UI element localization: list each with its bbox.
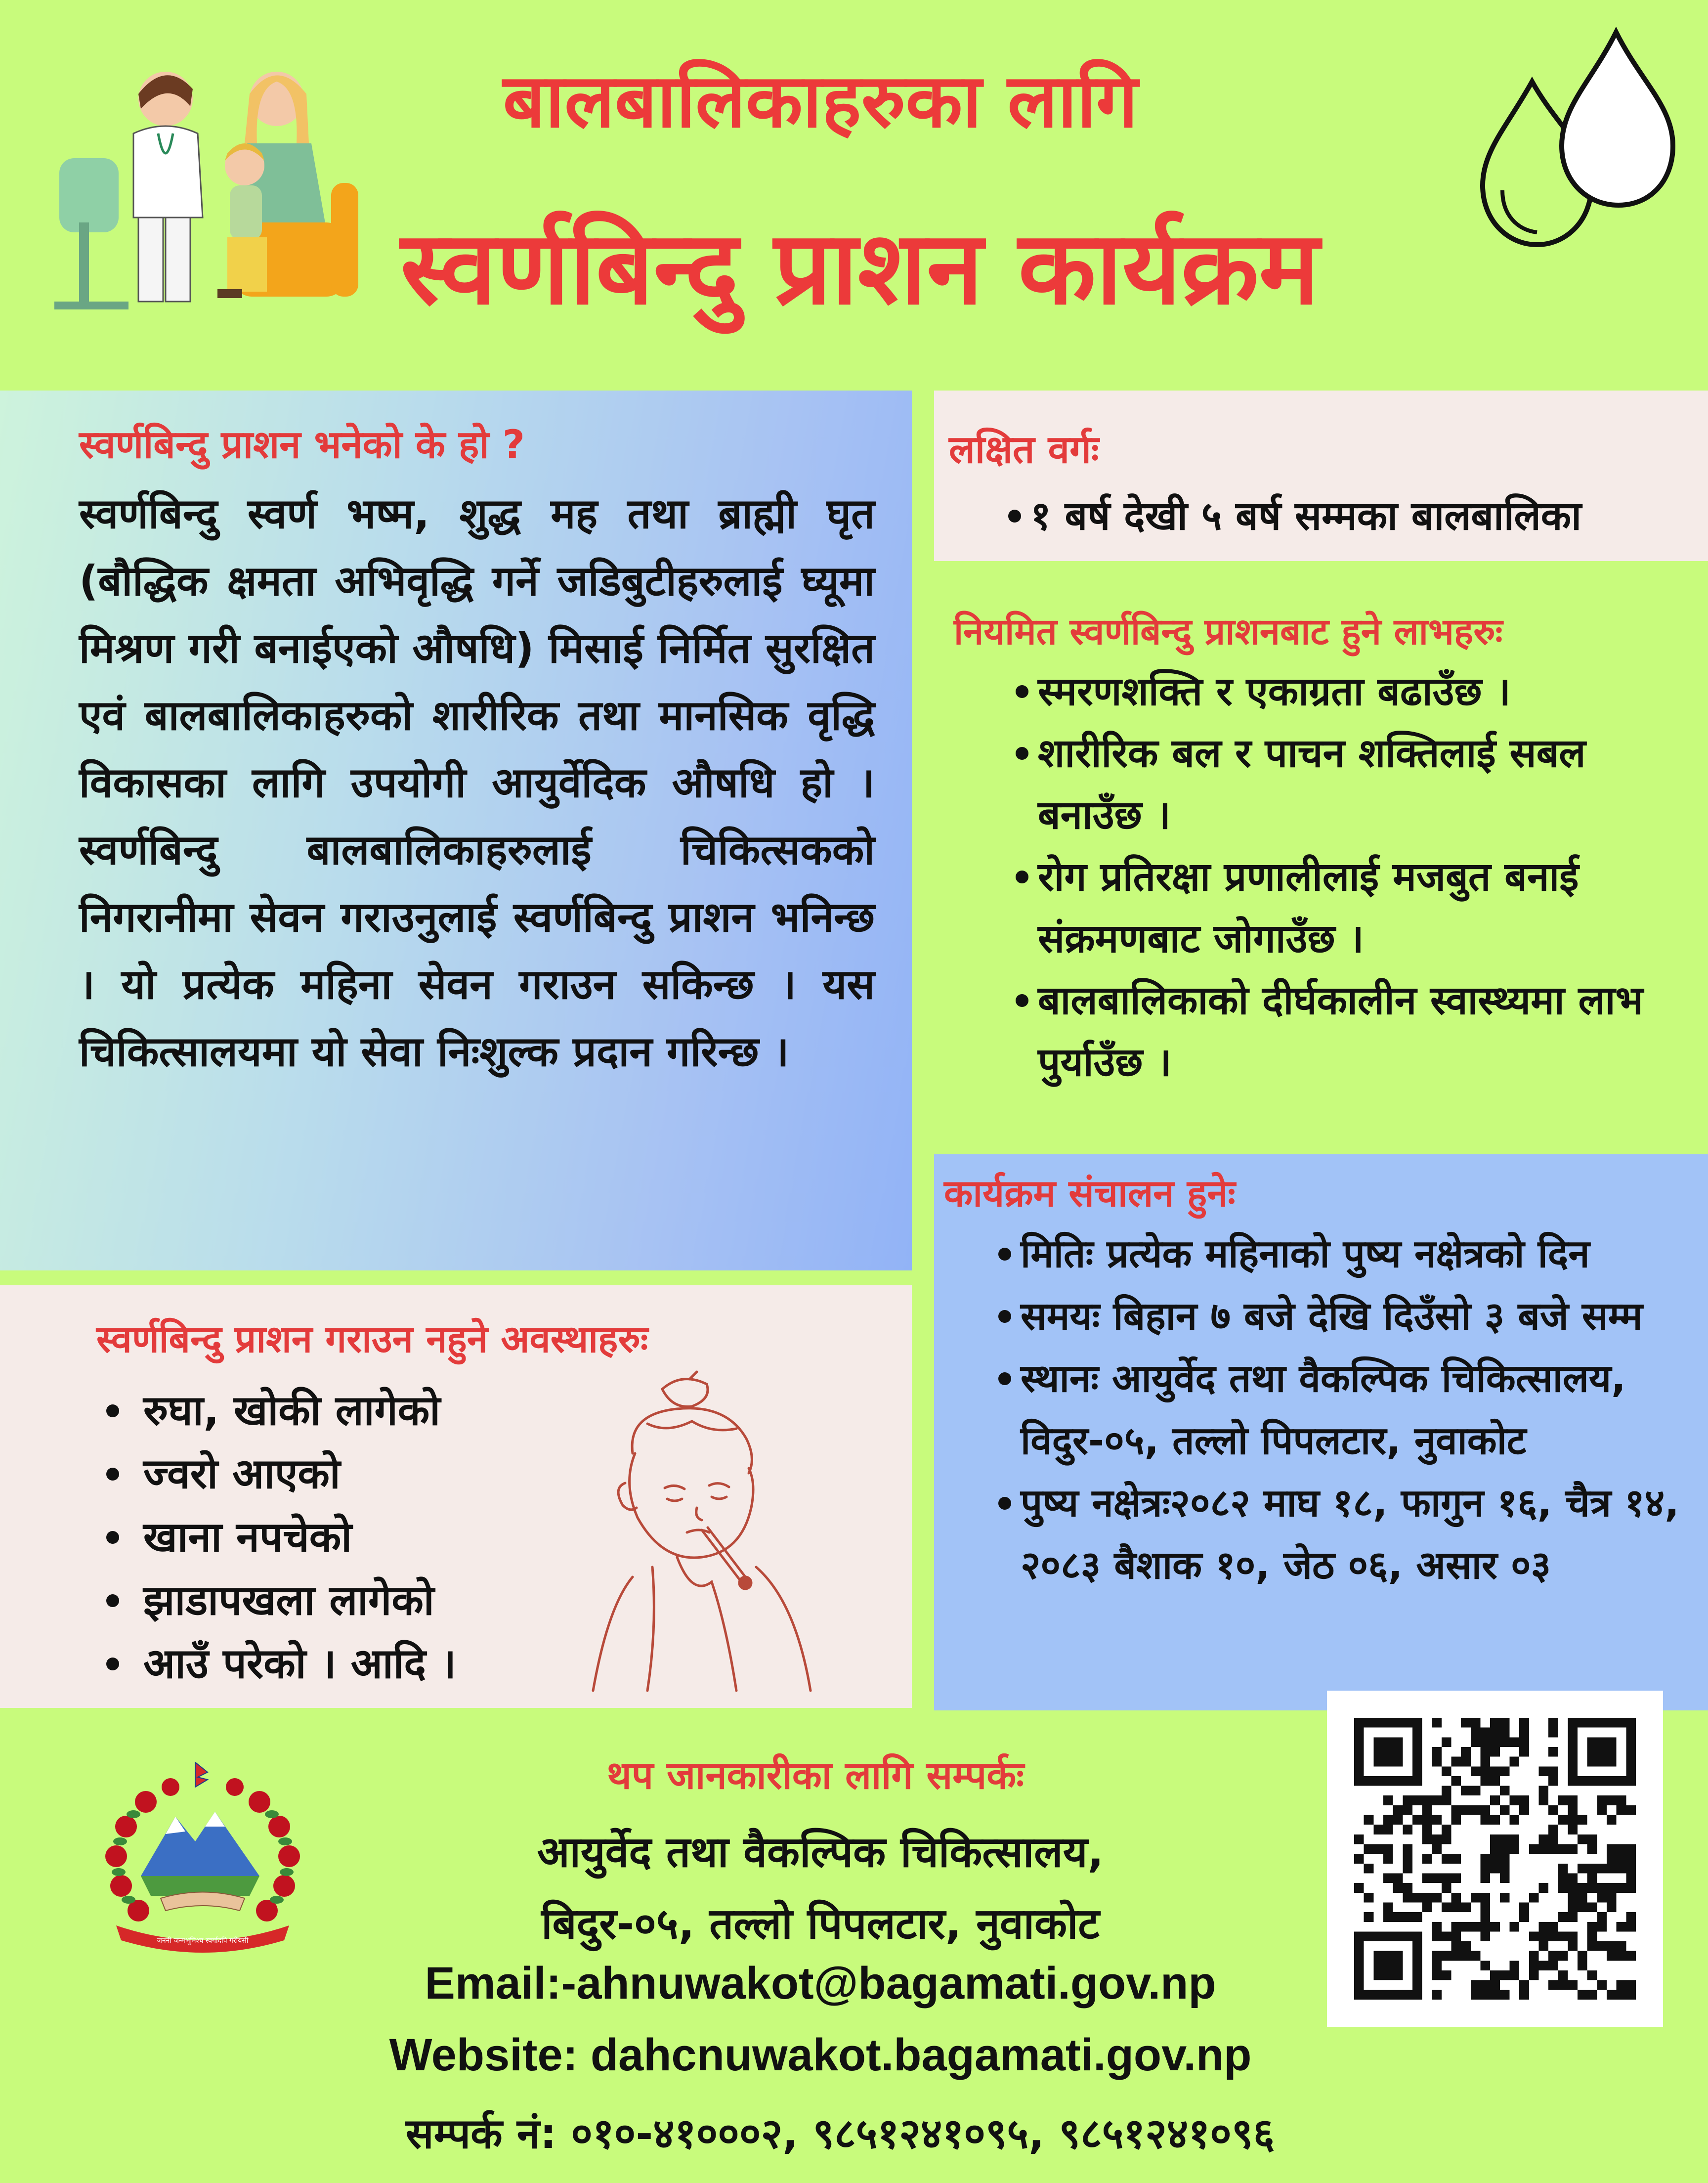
what-is-heading: स्वर्णबिन्दु प्राशन भनेको के हो ? — [79, 423, 525, 467]
list-item: ज्वरो आएको — [96, 1442, 882, 1505]
list-item: मितिः प्रत्येक महिनाको पुष्य नक्षेत्रको दिन — [944, 1223, 1698, 1285]
program-schedule-panel — [934, 1154, 1708, 1710]
contact-email[interactable]: Email:-ahnuwakot@bagamati.gov.np — [425, 1958, 1216, 2008]
list-item: समयः बिहान ७ बजे देखि दिउँसो ३ बजे सम्म — [944, 1285, 1698, 1348]
qr-code-graphic — [1354, 1718, 1636, 2000]
list-item: आउँ परेको । आदि । — [96, 1632, 882, 1695]
emblem-motto: जननी जन्मभूमिश्च स्वर्गादपि गरीयसी — [157, 1937, 249, 1945]
title-line-1: बालबालिकाहरुका लागि — [503, 58, 1138, 144]
program-list — [944, 1223, 1698, 1597]
sick-child-thermometer-illustration — [578, 1369, 825, 1696]
list-item: रुघा, खोकी लागेको — [96, 1379, 882, 1442]
target-group-panel — [934, 391, 1708, 561]
contact-website[interactable]: Website: dahcnuwakot.bagamati.gov.np — [389, 2030, 1252, 2080]
contact-heading: थप जानकारीका लागि सम्पर्कः — [606, 1753, 1025, 1798]
program-heading: कार्यक्रम संचालन हुनेः — [944, 1171, 1236, 1215]
benefits-list — [954, 660, 1688, 1093]
benefits-heading: नियमित स्वर्णबिन्दु प्राशनबाट हुने लाभहरुः — [954, 611, 1503, 653]
qr-code-icon[interactable] — [1327, 1691, 1663, 2027]
title-line-2: स्वर्णबिन्दु प्राशन कार्यक्रम — [400, 210, 1320, 327]
benefits-panel — [934, 581, 1708, 1137]
target-list — [949, 485, 1708, 547]
target-heading: लक्षित वर्गः — [949, 428, 1099, 472]
list-item: स्मरणशक्ति र एकाग्रता बढाउँछ । — [954, 660, 1688, 722]
list-item: खाना नपचेको — [96, 1505, 882, 1569]
list-item: स्थानः आयुर्वेद तथा वैकल्पिक चिकित्सालय, विदुर-०५, तल्लो पिपलटार, नुवाकोट — [944, 1348, 1698, 1472]
list-item: शारीरिक बल र पाचन शक्तिलाई सबल बनाउँछ । — [954, 722, 1688, 846]
contact-phone: सम्पर्क नं: ०१०-४१०००२, ९८५१२४१०९५, ९८५१२४१०९६ — [405, 2109, 1275, 2158]
list-item: झाडापखला लागेको — [96, 1569, 882, 1632]
list-item: रोग प्रतिरक्षा प्रणालीलाई मजबुत बनाई संक्रमणबाट जोगाउँछ । — [954, 846, 1688, 969]
contact-address: बिदुर-०५, तल्लो पिपलटार, नुवाकोट — [541, 1899, 1100, 1949]
list-item: बालबालिकाको दीर्घकालीन स्वास्थ्यमा लाभ पुर्याउँछ । — [954, 969, 1688, 1093]
water-drops-icon — [1478, 27, 1675, 260]
what-is-body: स्वर्णबिन्दु स्वर्ण भष्म, शुद्ध मह तथा ब्राह्मी घृत (बौद्धिक क्षमता अभिवृद्धि गर्ने जडिबुटीहरुलाई घ्यूमा मिश्रण गरी बनाईएको औषधि) मिसाई निर्मित सुरक्षित एवं बालबालिकाहरुको शारीरिक तथा मानसिक वृद्धि विकासका लागि उपयोगी आयुर्वेदिक औषधि हो । स्वर्णबिन्दु बालबालिकाहरुलाई चिकित्सकको निगरानीमा सेवन गराउनुलाई स्वर्णबिन्दु प्राशन भनिन्छ । यो प्रत्येक महिना सेवन गराउन सकिन्छ । यस चिकित्सालयमा यो सेवा निःशुल्क प्रदान गरिन्छ । — [79, 489, 875, 1076]
list-item: १ बर्ष देखी ५ बर्ष सम्मका बालबालिका — [949, 485, 1708, 547]
avoid-heading: स्वर्णबिन्दु प्राशन गराउन नहुने अवस्थाहरुः — [96, 1317, 648, 1361]
list-item: पुष्य नक्षेत्रः२०८२ माघ १८, फागुन १६, चैत्र १४, २०८३ बैशाक १०, जेठ ०६, असार ०३ — [944, 1472, 1698, 1597]
contact-organization: आयुर्वेद तथा वैकल्पिक चिकित्सालय, — [537, 1828, 1104, 1877]
what-is-panel — [0, 391, 912, 1270]
